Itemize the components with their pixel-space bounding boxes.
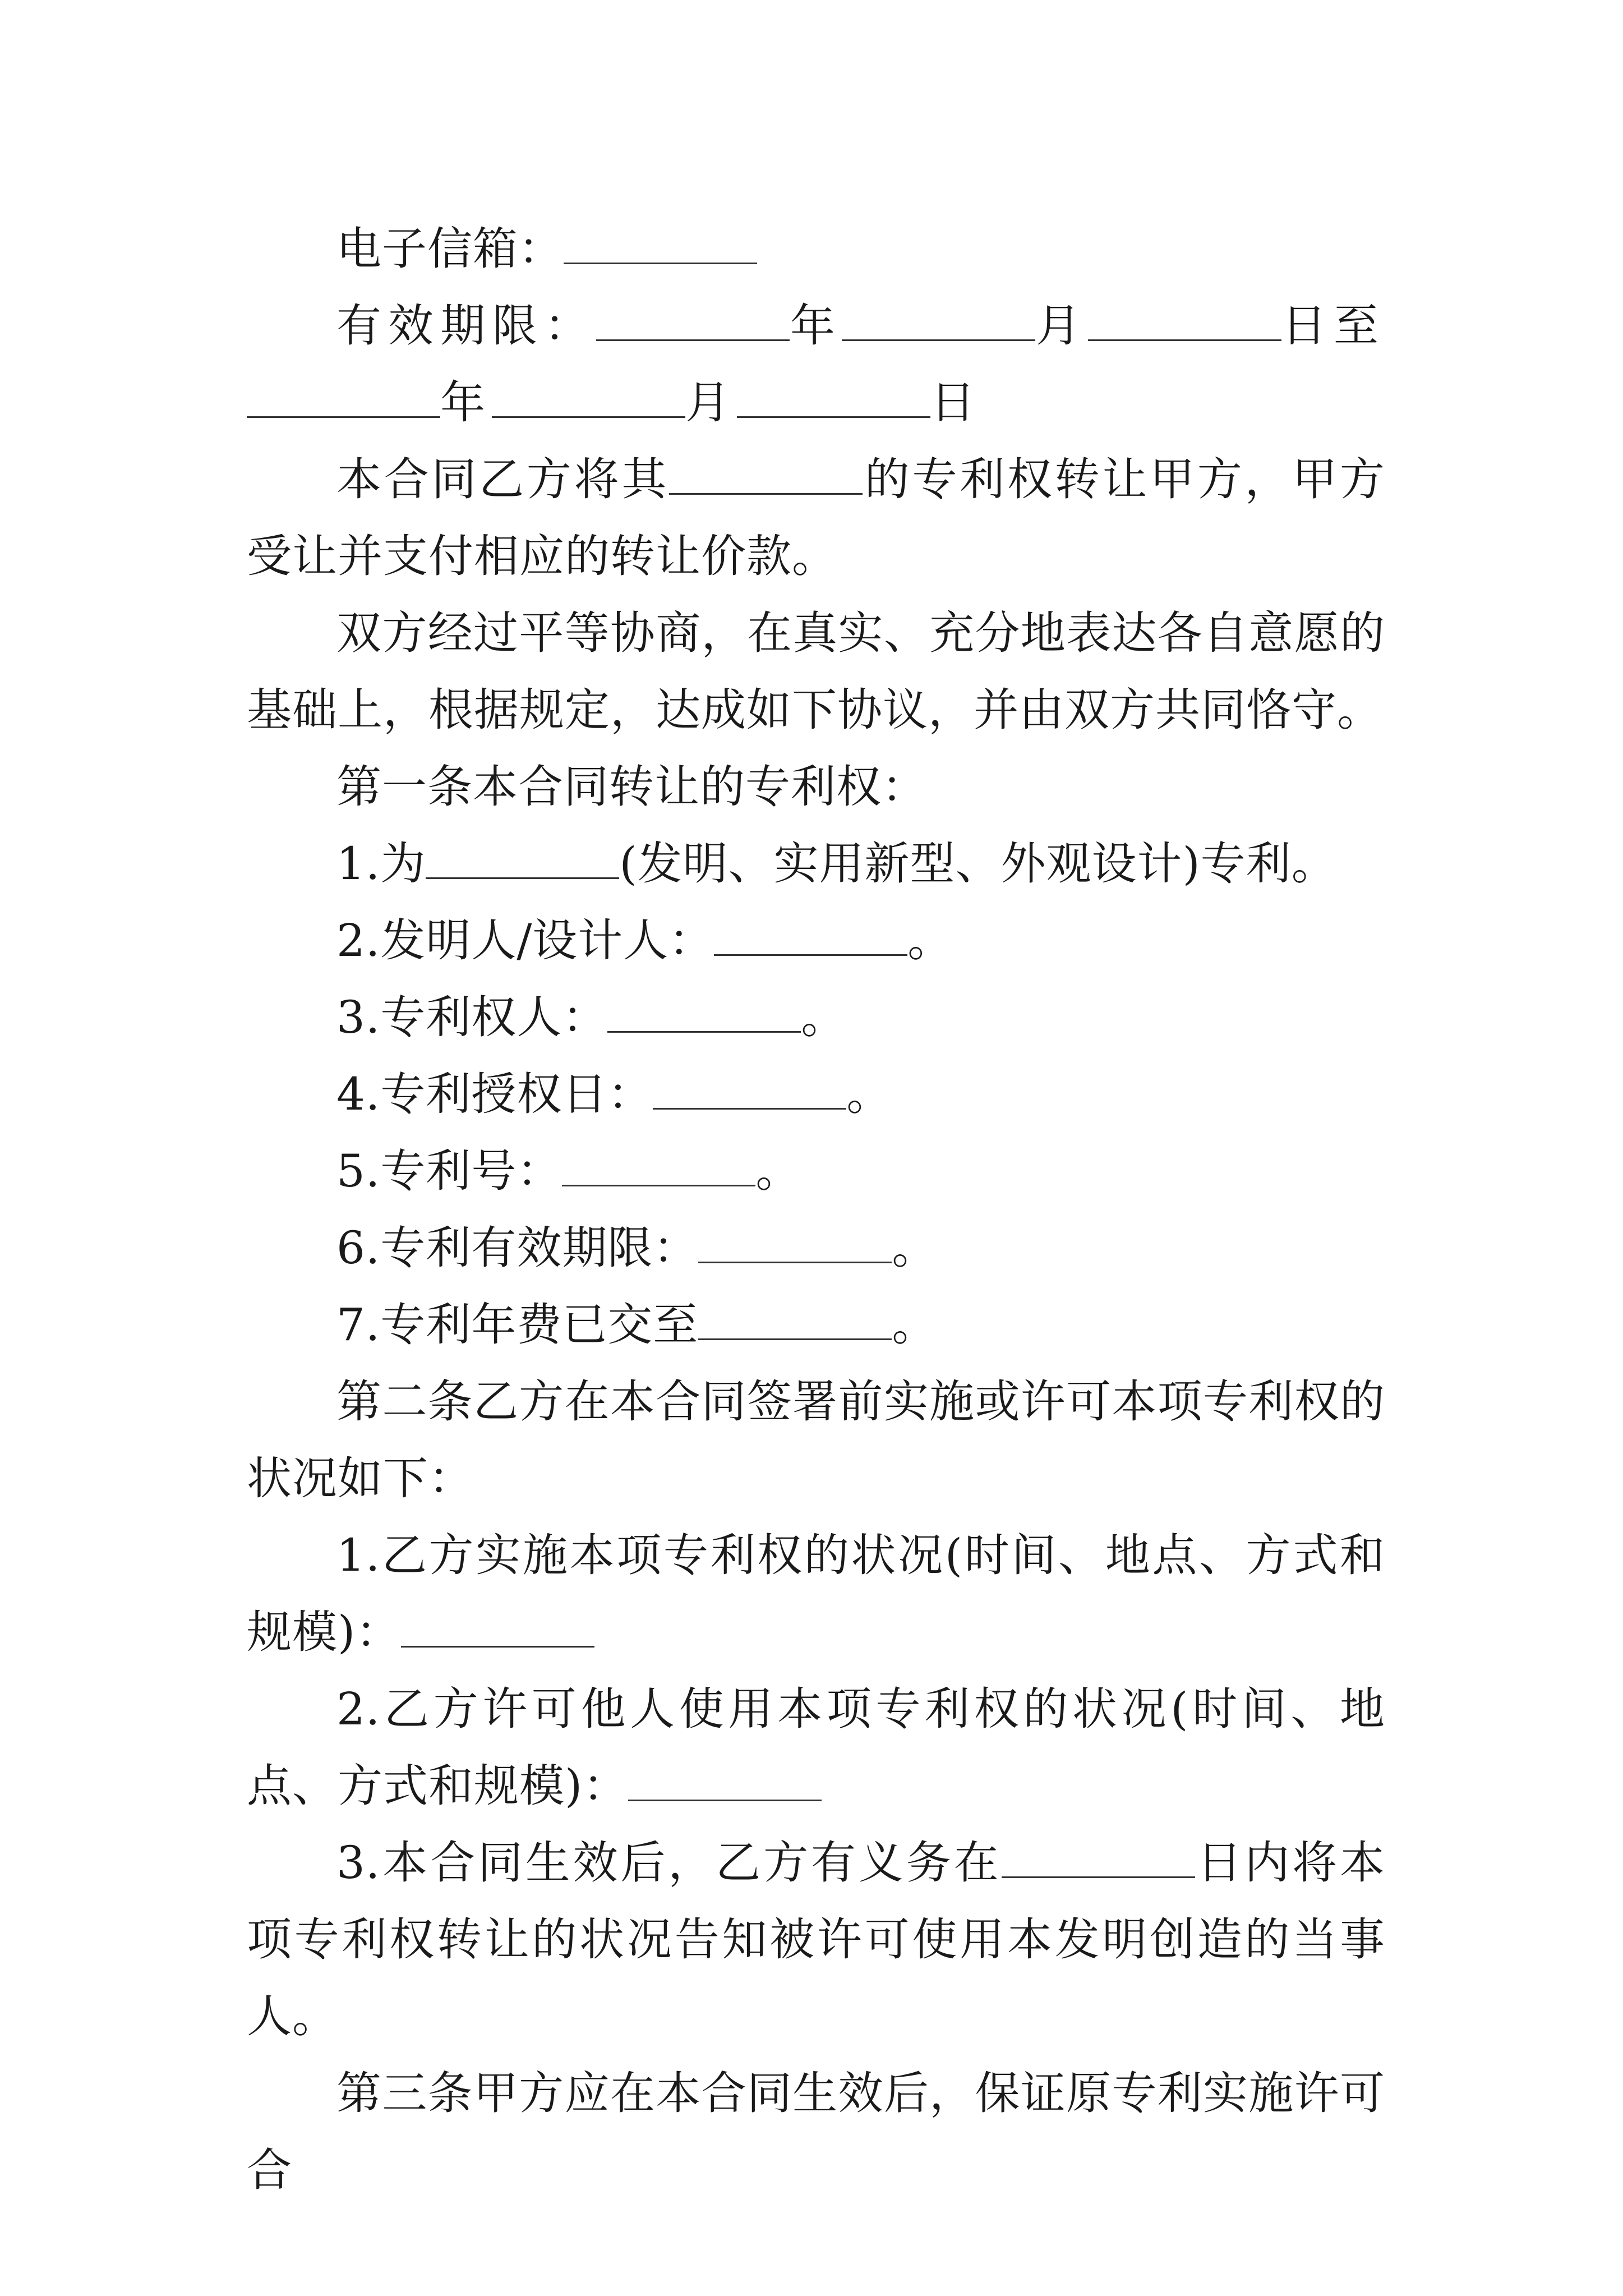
- article3-title: 第三条甲方应在本合同生效后，保证原专利实施许可合: [247, 2067, 1385, 2196]
- article1-item-1: [247, 825, 1385, 902]
- article1-item-2-suffix: 。: [907, 914, 953, 967]
- article1-item-7: [247, 1286, 1385, 1363]
- email-blank[interactable]: [564, 229, 757, 264]
- article1-item-3-text: 3.专利权人：: [336, 991, 608, 1043]
- email-line: [247, 210, 1385, 287]
- patent-number-blank[interactable]: [562, 1151, 755, 1186]
- validity-end-year-blank[interactable]: [247, 383, 440, 418]
- article1-item-6-text: 6.专利有效期限：: [336, 1222, 699, 1274]
- article1-item-2: [247, 902, 1385, 979]
- article2-item-3-text: 3.本合同生效后，乙方有义务在: [336, 1837, 1002, 1889]
- validity-end-month-blank[interactable]: [492, 383, 685, 418]
- article2-item-3: [247, 1824, 1385, 2055]
- validity-start-year-blank[interactable]: [596, 306, 790, 341]
- implementation-status-blank[interactable]: [401, 1612, 594, 1648]
- article1-item-5: [247, 1133, 1385, 1209]
- article2-item-3-suffix: 日内将本项专利权转让的状况告知被许可使用本发明创造的当事人。: [247, 1837, 1386, 2042]
- patent-type-blank[interactable]: [426, 844, 619, 879]
- transfer-subject-blank[interactable]: [669, 459, 863, 495]
- article1-item-2-text: 2.发明人/设计人：: [336, 914, 714, 967]
- article1-item-5-text: 5.专利号：: [336, 1145, 562, 1197]
- validity-end-month-text: 月: [685, 376, 737, 429]
- article2-item-1: [247, 1517, 1385, 1671]
- article1-item-4-text: 4.专利授权日：: [336, 1068, 653, 1120]
- validity-year-text: 年: [790, 300, 842, 352]
- grant-date-blank[interactable]: [653, 1074, 846, 1110]
- validity-day-text: 日: [930, 376, 982, 429]
- validity-line: [247, 287, 1385, 441]
- validity-end-day-blank[interactable]: [737, 383, 930, 418]
- consensus-paragraph: 双方经过平等协商，在真实、充分地表达各自意愿的基础上，根据规定，达成如下协议，并由双方共同恪守。: [247, 607, 1385, 736]
- transfer-intro-before: 本合同乙方将其: [336, 453, 670, 505]
- article1-item-3-suffix: 。: [801, 991, 847, 1043]
- notify-days-blank[interactable]: [1002, 1843, 1195, 1878]
- article1-item-5-suffix: 。: [755, 1145, 801, 1197]
- license-status-blank[interactable]: [628, 1766, 822, 1801]
- article1-item-1-suffix: (发明、实用新型、外观设计)专利。: [619, 838, 1337, 890]
- validity-day-to-text: 日至: [1281, 300, 1386, 352]
- validity-start-month-blank[interactable]: [842, 306, 1035, 341]
- email-label: 电子信箱：: [336, 223, 564, 275]
- article2-item-2: [247, 1671, 1385, 1824]
- patent-validity-blank[interactable]: [698, 1228, 892, 1263]
- transfer-intro-paragraph: [247, 441, 1385, 595]
- article1-item-6: [247, 1209, 1385, 1286]
- article1-item-7-suffix: 。: [892, 1299, 938, 1351]
- article1-item-4: [247, 1056, 1385, 1133]
- article1-item-6-suffix: 。: [892, 1222, 938, 1274]
- article1-title: 第一条本合同转让的专利权：: [336, 761, 927, 813]
- validity-end-year-text: 年: [440, 376, 492, 429]
- validity-start-day-blank[interactable]: [1088, 306, 1281, 341]
- article2-title: 第二条乙方在本合同签署前实施或许可本项专利权的状况如下：: [247, 1375, 1385, 1504]
- article2-item-1-text: 1.乙方实施本项专利权的状况(时间、地点、方式和规模)：: [247, 1529, 1385, 1658]
- article2-item-2-text: 2.乙方许可他人使用本项专利权的状况(时间、地点、方式和规模)：: [247, 1683, 1385, 1812]
- inventor-blank[interactable]: [714, 921, 907, 956]
- article1-item-4-suffix: 。: [846, 1068, 892, 1120]
- article1-item-1-text: 1.为: [336, 838, 426, 890]
- validity-month-text: 月: [1035, 300, 1088, 352]
- document-page: [247, 210, 1385, 2208]
- article1-item-7-text: 7.专利年费已交至: [336, 1299, 699, 1351]
- annual-fee-blank[interactable]: [698, 1305, 892, 1340]
- validity-label: 有效期限：: [336, 300, 597, 352]
- transfer-intro-after: 的专利权转让甲方，甲方受让并支付相应的转让价款。: [247, 453, 1386, 582]
- patentee-blank[interactable]: [607, 997, 801, 1033]
- article1-item-3: [247, 979, 1385, 1056]
